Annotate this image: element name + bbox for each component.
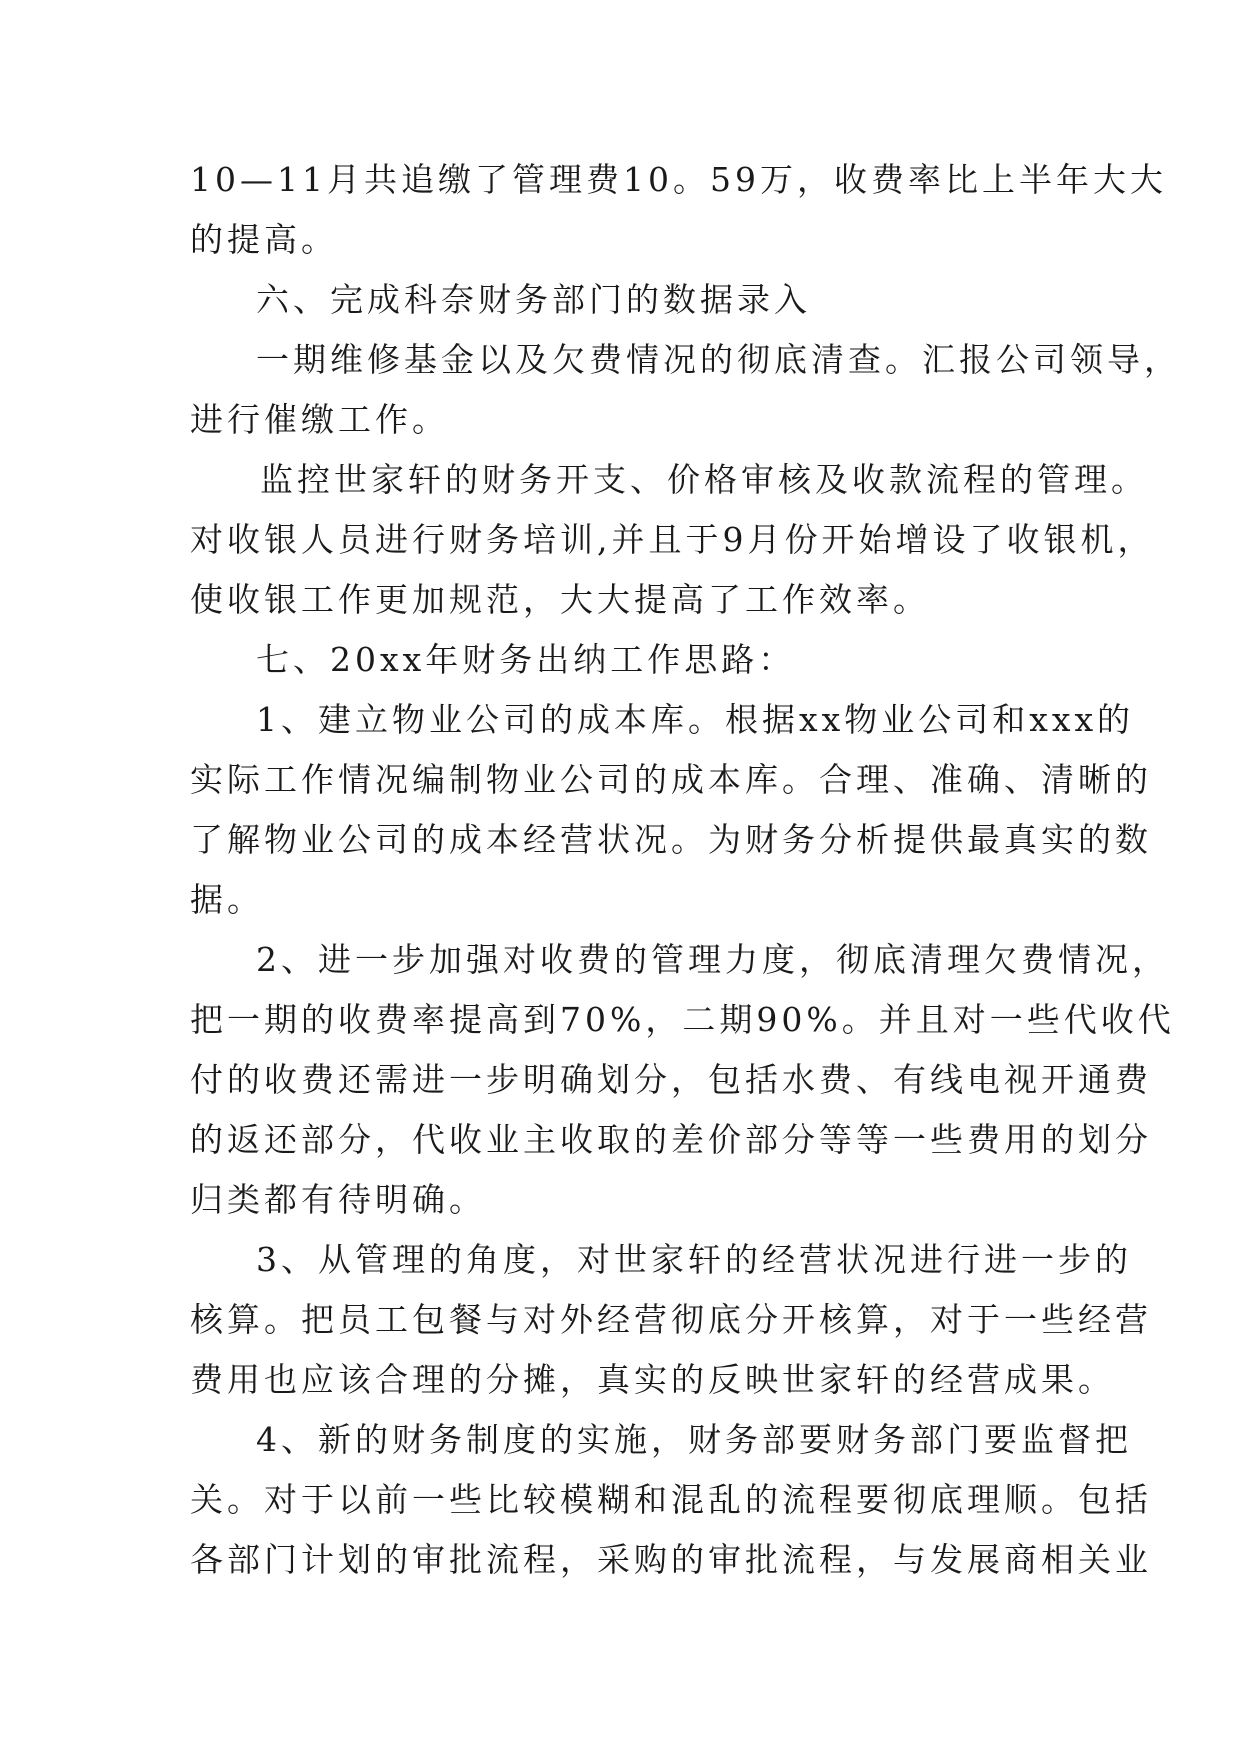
text-line: 监控世家轩的财务开支、价格审核及收款流程的管理。 — [260, 460, 1148, 499]
text-line: 归类都有待明确。 — [190, 1180, 486, 1219]
section-heading: 七、20xx年财务出纳工作思路： — [256, 640, 796, 679]
text-line: 实际工作情况编制物业公司的成本库。合理、准确、清晰的 — [190, 760, 1152, 799]
text-line: 把一期的收费率提高到70%，二期90%。并且对一些代收代 — [190, 1000, 1175, 1039]
text-line: 进行催缴工作。 — [190, 400, 449, 439]
text-line: 3、从管理的角度，对世家轩的经营状况进行进一步的 — [256, 1240, 1132, 1279]
text-line: 了解物业公司的成本经营状况。为财务分析提供最真实的数 — [190, 820, 1152, 859]
text-line: 付的收费还需进一步明确划分，包括水费、有线电视开通费 — [190, 1060, 1152, 1099]
text-line: 10—11月共追缴了管理费10。59万，收费率比上半年大大 — [190, 160, 1167, 199]
text-line: 关。对于以前一些比较模糊和混乱的流程要彻底理顺。包括 — [190, 1480, 1152, 1519]
text-line: 核算。把员工包餐与对外经营彻底分开核算，对于一些经营 — [190, 1300, 1152, 1339]
text-line: 1、建立物业公司的成本库。根据xx物业公司和xxx的 — [256, 700, 1135, 739]
text-line: 使收银工作更加规范，大大提高了工作效率。 — [190, 580, 930, 619]
text-line: 各部门计划的审批流程，采购的审批流程，与发展商相关业 — [190, 1540, 1152, 1579]
text-line: 的提高。 — [190, 220, 338, 259]
document-page — [190, 150, 1181, 1590]
section-heading: 六、完成科奈财务部门的数据录入 — [256, 280, 811, 319]
text-line: 一期维修基金以及欠费情况的彻底清查。汇报公司领导， — [256, 340, 1181, 379]
text-line: 4、新的财务制度的实施，财务部要财务部门要监督把 — [256, 1420, 1132, 1459]
text-line: 对收银人员进行财务培训,并且于9月份开始增设了收银机， — [190, 520, 1155, 559]
text-line: 2、进一步加强对收费的管理力度，彻底清理欠费情况， — [256, 940, 1169, 979]
text-line: 的返还部分，代收业主收取的差价部分等等一些费用的划分 — [190, 1120, 1152, 1159]
text-line: 费用也应该合理的分摊，真实的反映世家轩的经营成果。 — [190, 1360, 1115, 1399]
text-line: 据。 — [190, 880, 264, 919]
